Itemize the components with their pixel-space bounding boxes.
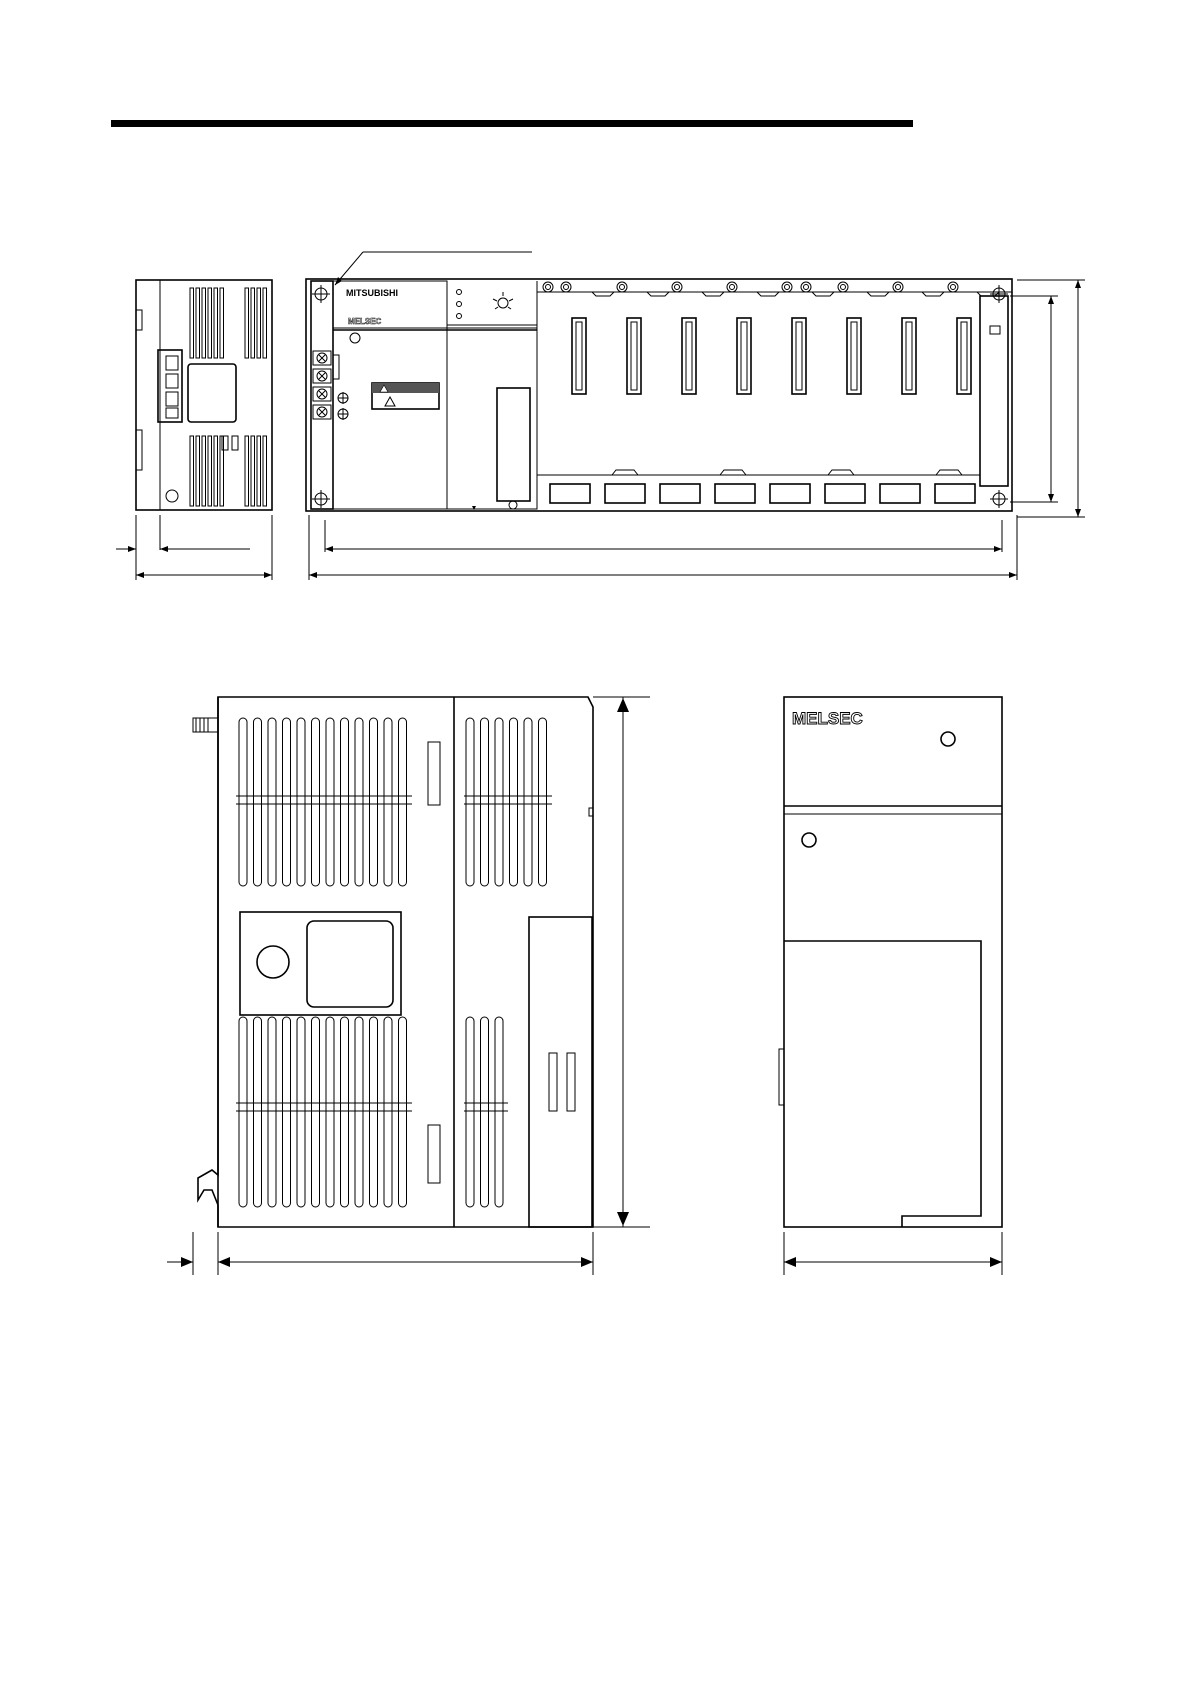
mounting-hole bbox=[312, 285, 330, 303]
mounting-hole bbox=[312, 490, 330, 508]
dimension-lines-bottom-right bbox=[784, 1232, 1002, 1275]
base-side-view bbox=[136, 280, 272, 510]
ground-icon bbox=[338, 392, 348, 420]
sun-icon bbox=[493, 292, 513, 309]
module-front-view bbox=[779, 697, 1002, 1227]
module-side-view bbox=[193, 697, 593, 1227]
mounting-hole bbox=[990, 490, 1008, 508]
mounting-hole bbox=[990, 285, 1008, 303]
melsec-logo-module: MELSEC bbox=[792, 709, 863, 728]
mitsubishi-logo: MITSUBISHI bbox=[346, 288, 399, 298]
dimension-lines-top bbox=[116, 252, 1085, 580]
melsec-logo-base: MELSEC bbox=[348, 317, 382, 326]
header-rule bbox=[111, 120, 913, 127]
base-front-view bbox=[306, 279, 1012, 511]
